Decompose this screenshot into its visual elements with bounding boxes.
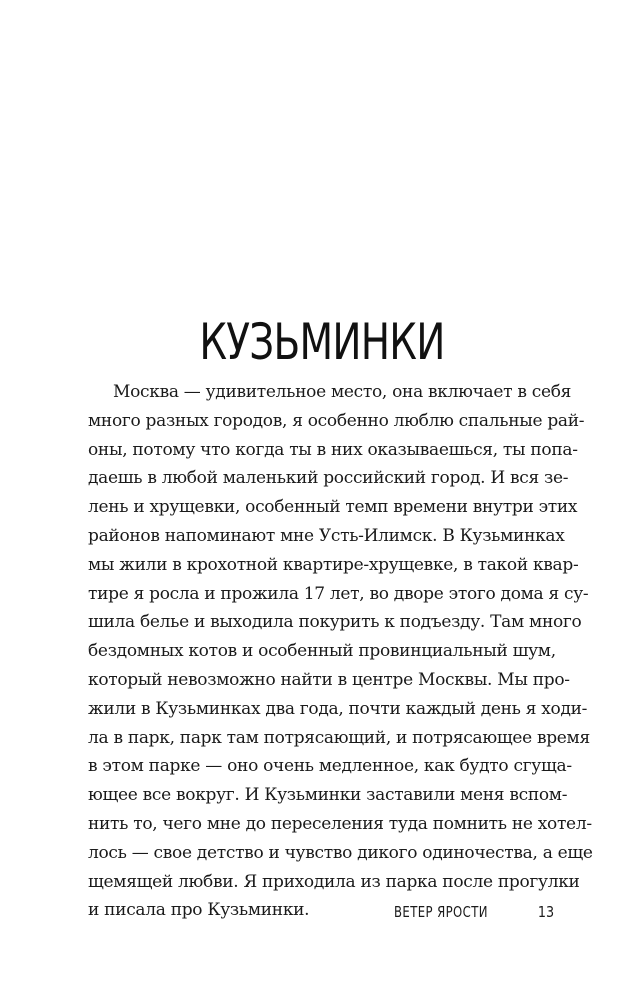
body-line: ла в парк, парк там потрясающий, и потрясающее время — [88, 727, 590, 748]
body-line: тире я росла и прожила 17 лет, во дворе этого дома я су- — [88, 583, 589, 604]
chapter-body — [88, 378, 593, 925]
body-line: даешь в любой маленький российский город. И вся зе- — [88, 468, 569, 489]
body-line: в этом парке — оно очень медленное, как будто сгуща- — [88, 756, 572, 777]
body-line: много разных городов, я особенно люблю спальные рай- — [88, 410, 585, 431]
body-line: ющее все вокруг. И Кузьминки заставили меня вспом- — [88, 785, 568, 806]
body-line: Москва — удивительное место, она включает в себя — [113, 382, 572, 402]
body-line: щемящей любви. Я приходила из парка после прогулки — [88, 871, 580, 892]
body-line: районов напоминают мне Усть-Илимск. В Кузьминках — [88, 525, 565, 546]
body-line: и писала про Кузьминки. — [88, 900, 310, 921]
chapter-title: КУЗЬМИНКИ — [199, 312, 445, 371]
body-line: лось — свое детство и чувство дикого одиночества, а еще — [88, 842, 593, 863]
body-line: бездомных котов и особенный провинциальный шум, — [88, 641, 556, 662]
body-line: жили в Кузьминках два года, почти каждый день я ходи- — [88, 698, 588, 719]
body-line: лень и хрущевки, особенный темп времени внутри этих — [88, 497, 578, 518]
body-line: шила белье и выходила покурить к подъезду. Там много — [88, 612, 582, 633]
body-line: оны, потому что когда ты в них оказываешься, ты попа- — [88, 439, 578, 460]
body-line: мы жили в крохотной квартире-хрущевке, в такой квар- — [88, 554, 579, 575]
running-footer — [394, 903, 554, 927]
page-number: 13 — [537, 903, 554, 921]
footer-book-title: ВЕТЕР ЯРОСТИ — [394, 903, 488, 921]
body-line: который невозможно найти в центре Москвы. Мы про- — [88, 669, 570, 690]
body-line: нить то, чего мне до переселения туда помнить не хотел- — [88, 813, 592, 834]
